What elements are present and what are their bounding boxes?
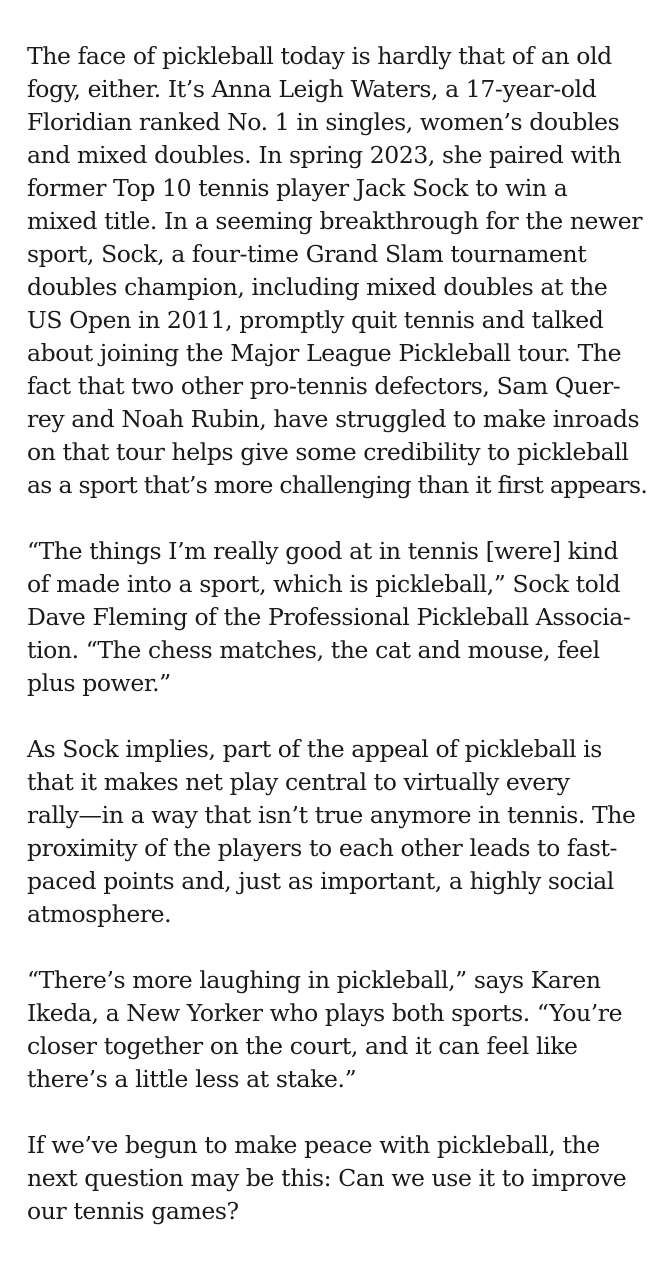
text-line: If we’ve begun to make peace with pickleball, the <box>27 1131 600 1159</box>
text-line: “The things I’m really good at in tennis [were] kind <box>27 537 619 565</box>
text-line: closer together on the court, and it can feel like <box>27 1032 578 1060</box>
paragraph-5 <box>27 1129 647 1228</box>
text-line: US Open in 2011, promptly quit tennis and talked <box>27 306 604 334</box>
text-line: our tennis games? <box>27 1197 239 1225</box>
paragraph-1 <box>27 40 647 502</box>
text-line: proximity of the players to each other leads to fast- <box>27 834 618 862</box>
text-line: of made into a sport, which is pickleball,” Sock told <box>27 570 621 598</box>
text-line: rey and Noah Rubin, have struggled to make inroads <box>27 405 640 433</box>
paragraph-3 <box>27 733 647 931</box>
text-line: and mixed doubles. In spring 2023, she paired with <box>27 141 622 169</box>
text-line: fogy, either. It’s Anna Leigh Waters, a 17-year-old <box>27 75 597 103</box>
text-line: as a sport that’s more challenging than it first appears. <box>27 471 648 499</box>
text-line: that it makes net play central to virtually every <box>27 768 570 796</box>
text-line: Dave Fleming of the Professional Pickleball Associa- <box>27 603 631 631</box>
text-line: about joining the Major League Pickleball tour. The <box>27 339 622 367</box>
text-line: mixed title. In a seeming breakthrough for the newer <box>27 207 643 235</box>
article-body <box>27 40 647 1261</box>
text-line: sport, Sock, a four-time Grand Slam tournament <box>27 240 587 268</box>
text-line: tion. “The chess matches, the cat and mouse, feel <box>27 636 600 664</box>
text-line: As Sock implies, part of the appeal of pickleball is <box>27 735 602 763</box>
text-line: paced points and, just as important, a highly social <box>27 867 614 895</box>
text-line: plus power.” <box>27 669 171 697</box>
text-line: Ikeda, a New Yorker who plays both sports. “You’re <box>27 999 623 1027</box>
text-line: former Top 10 tennis player Jack Sock to win a <box>27 174 568 202</box>
text-line: fact that two other pro-tennis defectors, Sam Quer- <box>27 372 621 400</box>
text-line: next question may be this: Can we use it to improve <box>27 1164 627 1192</box>
text-line: Floridian ranked No. 1 in singles, women’s doubles <box>27 108 620 136</box>
text-line: The face of pickleball today is hardly that of an old <box>27 42 612 70</box>
paragraph-4 <box>27 964 647 1096</box>
text-line: “There’s more laughing in pickleball,” says Karen <box>27 966 601 994</box>
text-line: doubles champion, including mixed doubles at the <box>27 273 608 301</box>
text-line: atmosphere. <box>27 900 172 928</box>
text-line: rally—in a way that isn’t true anymore in tennis. The <box>27 801 636 829</box>
paragraph-2 <box>27 535 647 700</box>
text-line: there’s a little less at stake.” <box>27 1065 357 1093</box>
text-line: on that tour helps give some credibility to pickleball <box>27 438 629 466</box>
